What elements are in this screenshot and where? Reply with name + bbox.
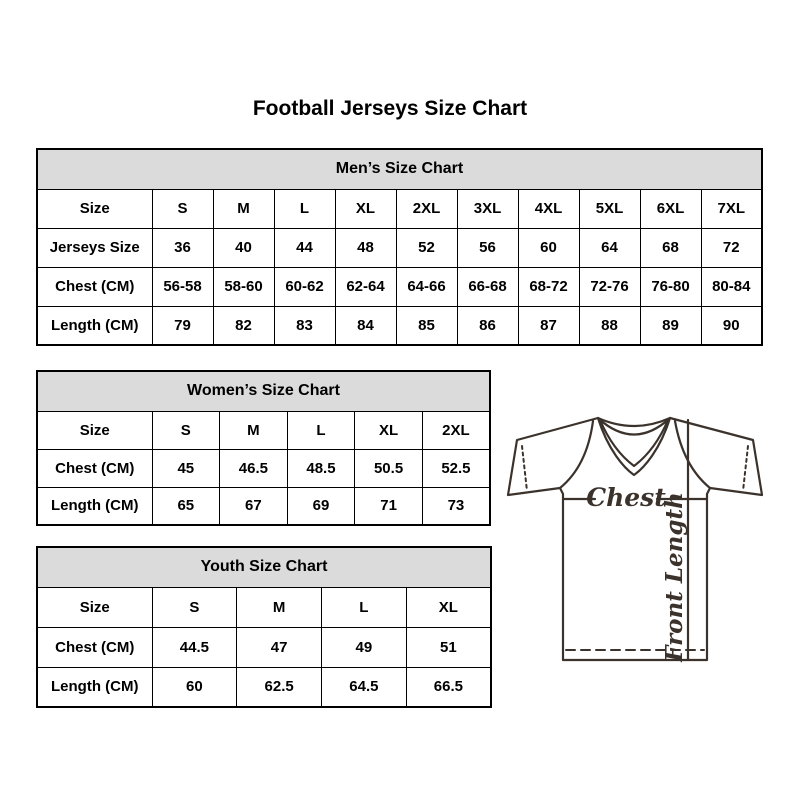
value-cell: 76-80 [640, 267, 701, 306]
value-cell: L [322, 587, 407, 627]
value-cell: XL [355, 411, 423, 449]
value-cell: 69 [287, 487, 355, 525]
value-cell: 84 [335, 306, 396, 345]
value-cell: 60 [152, 667, 237, 707]
row-label: Chest (CM) [37, 267, 152, 306]
value-cell: 66-68 [457, 267, 518, 306]
table-row [37, 627, 491, 667]
value-cell: L [287, 411, 355, 449]
value-cell: 83 [274, 306, 335, 345]
row-label: Length (CM) [37, 667, 152, 707]
womens-size-table [36, 370, 491, 526]
value-cell: 2XL [396, 189, 457, 228]
value-cell: 40 [213, 228, 274, 267]
value-cell: 90 [701, 306, 762, 345]
value-cell: 56-58 [152, 267, 213, 306]
value-cell: 44.5 [152, 627, 237, 667]
jersey-collar [598, 418, 670, 426]
jersey-armhole-right [675, 421, 710, 488]
value-cell: 87 [518, 306, 579, 345]
table-row [37, 449, 490, 487]
value-cell: 80-84 [701, 267, 762, 306]
value-cell: 68 [640, 228, 701, 267]
table-row [37, 667, 491, 707]
table-title: Men’s Size Chart [37, 149, 762, 189]
value-cell: M [213, 189, 274, 228]
value-cell: XL [335, 189, 396, 228]
value-cell: 7XL [701, 189, 762, 228]
jersey-measurement-diagram [500, 392, 770, 692]
value-cell: 36 [152, 228, 213, 267]
table-title: Women’s Size Chart [37, 371, 490, 411]
value-cell: 89 [640, 306, 701, 345]
chest-label: Chest [586, 483, 666, 512]
mens-size-table [36, 148, 763, 346]
value-cell: 44 [274, 228, 335, 267]
value-cell: 60-62 [274, 267, 335, 306]
jersey-cuff-dash-right [743, 446, 748, 491]
row-label: Chest (CM) [37, 627, 152, 667]
value-cell: 65 [152, 487, 220, 525]
value-cell: 45 [152, 449, 220, 487]
value-cell: 82 [213, 306, 274, 345]
value-cell: 51 [406, 627, 491, 667]
value-cell: M [237, 587, 322, 627]
table-row [37, 267, 762, 306]
value-cell: XL [406, 587, 491, 627]
value-cell: 67 [220, 487, 288, 525]
row-label: Size [37, 189, 152, 228]
value-cell: 86 [457, 306, 518, 345]
value-cell: 52.5 [422, 449, 490, 487]
value-cell: 73 [422, 487, 490, 525]
value-cell: 2XL [422, 411, 490, 449]
value-cell: M [220, 411, 288, 449]
value-cell: 56 [457, 228, 518, 267]
table-row [37, 487, 490, 525]
value-cell: 47 [237, 627, 322, 667]
value-cell: 58-60 [213, 267, 274, 306]
value-cell: 64 [579, 228, 640, 267]
value-cell: 5XL [579, 189, 640, 228]
row-label: Size [37, 411, 152, 449]
jersey-cuff-dash-left [522, 446, 527, 491]
value-cell: 52 [396, 228, 457, 267]
value-cell: 48.5 [287, 449, 355, 487]
value-cell: 68-72 [518, 267, 579, 306]
value-cell: 60 [518, 228, 579, 267]
value-cell: 3XL [457, 189, 518, 228]
row-label: Length (CM) [37, 306, 152, 345]
value-cell: 49 [322, 627, 407, 667]
row-label: Chest (CM) [37, 449, 152, 487]
value-cell: S [152, 587, 237, 627]
value-cell: 64.5 [322, 667, 407, 707]
row-label: Jerseys Size [37, 228, 152, 267]
table-row [37, 228, 762, 267]
value-cell: 72-76 [579, 267, 640, 306]
jersey-armhole-left [560, 421, 593, 488]
value-cell: 62-64 [335, 267, 396, 306]
value-cell: L [274, 189, 335, 228]
value-cell: 64-66 [396, 267, 457, 306]
table-row [37, 587, 491, 627]
table-row [37, 306, 762, 345]
value-cell: 71 [355, 487, 423, 525]
value-cell: 48 [335, 228, 396, 267]
value-cell: 88 [579, 306, 640, 345]
value-cell: 85 [396, 306, 457, 345]
value-cell: 72 [701, 228, 762, 267]
jersey-outline [508, 418, 762, 660]
value-cell: 46.5 [220, 449, 288, 487]
table-row [37, 189, 762, 228]
youth-size-table [36, 546, 492, 708]
value-cell: 66.5 [406, 667, 491, 707]
row-label: Size [37, 587, 152, 627]
value-cell: S [152, 189, 213, 228]
value-cell: 6XL [640, 189, 701, 228]
value-cell: 62.5 [237, 667, 322, 707]
table-title: Youth Size Chart [37, 547, 491, 587]
value-cell: 4XL [518, 189, 579, 228]
page-title: Football Jerseys Size Chart [252, 97, 528, 120]
front-length-label: Front Length [661, 492, 688, 662]
value-cell: S [152, 411, 220, 449]
value-cell: 50.5 [355, 449, 423, 487]
jersey-icon [500, 392, 770, 692]
table-row [37, 411, 490, 449]
value-cell: 79 [152, 306, 213, 345]
row-label: Length (CM) [37, 487, 152, 525]
